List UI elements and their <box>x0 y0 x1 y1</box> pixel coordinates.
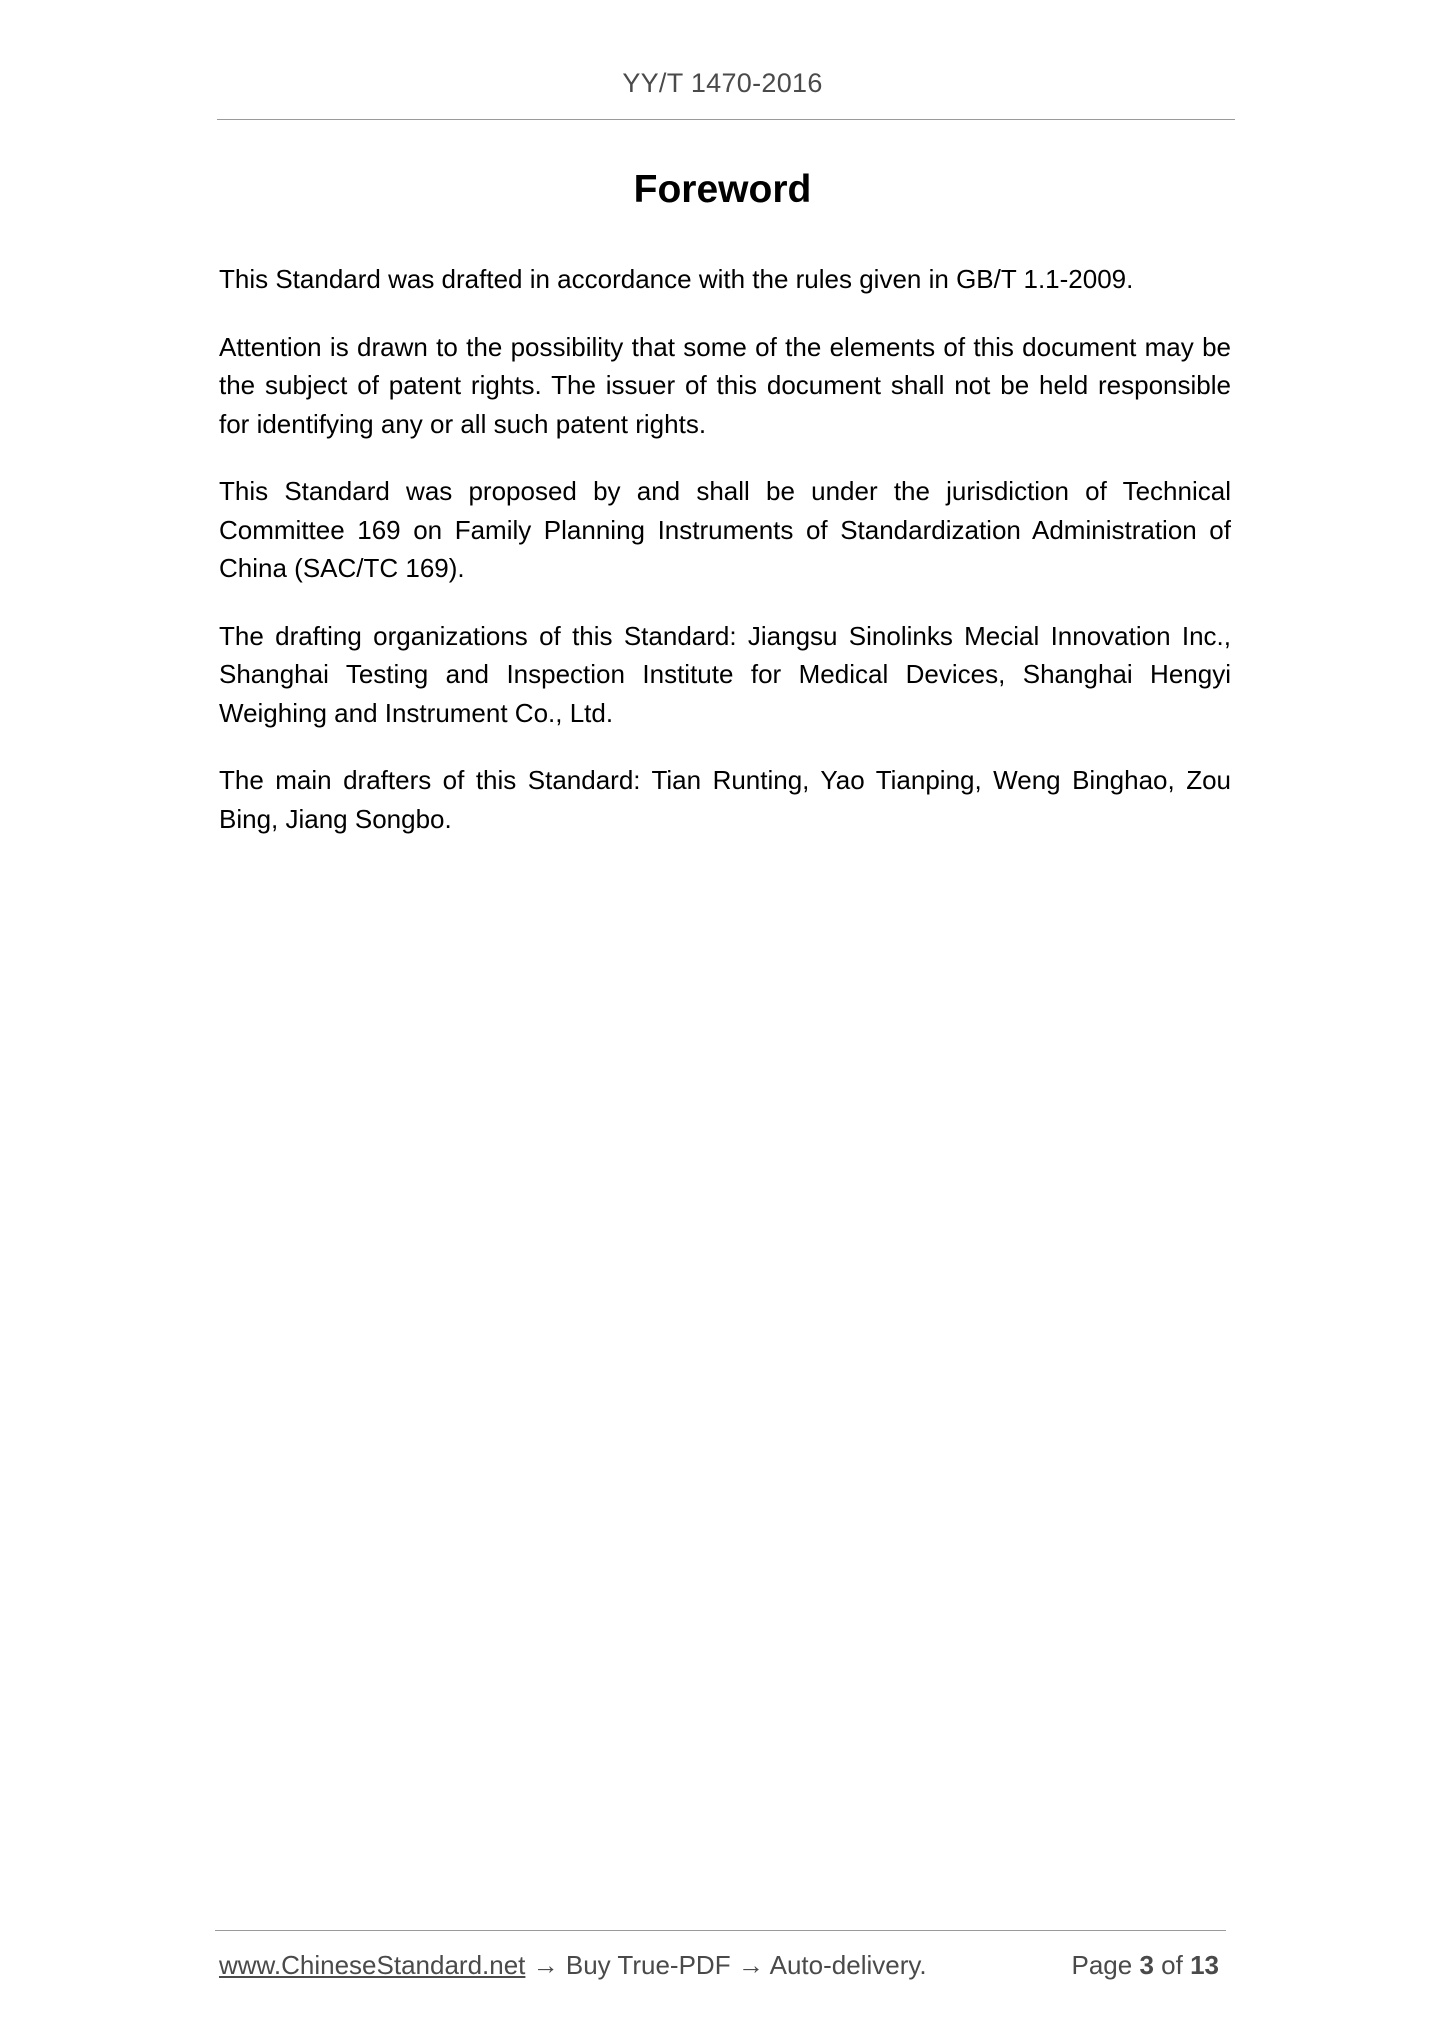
page-title: Foreword <box>633 168 812 211</box>
page-header-code: YY/T 1470-2016 <box>622 68 823 98</box>
arrow-right-icon: → <box>737 1950 764 1980</box>
page-label: Page <box>1071 1950 1133 1980</box>
header-divider <box>217 119 1235 120</box>
footer-promo <box>219 1950 927 1981</box>
paragraph-patent-notice: Attention is drawn to the possibility that some of the elements of this document may be the subject of patent rights. The issuer of this document shall not be held responsible for identifying any or all such patent rights. <box>219 331 1231 439</box>
footer-divider <box>215 1930 1226 1931</box>
of-label: of <box>1161 1950 1183 1980</box>
current-page-number: 3 <box>1139 1950 1154 1980</box>
buy-true-pdf-text: Buy True-PDF <box>565 1950 731 1980</box>
document-body <box>219 260 1231 867</box>
paragraph-main-drafters: The main drafters of this Standard: Tian Runting, Yao Tianping, Weng Binghao, Zou Bing, Jiang Songbo. <box>219 765 1231 834</box>
website-link[interactable]: www.ChineseStandard.net <box>219 1950 526 1980</box>
total-pages-number: 13 <box>1190 1950 1219 1980</box>
auto-delivery-text: Auto-delivery. <box>769 1950 927 1980</box>
page-indicator <box>1071 1950 1219 1981</box>
paragraph-proposal: This Standard was proposed by and shall be under the jurisdiction of Technical Committee 169 on Family Planning Instruments of Standardization Administration of China (SAC/TC 169). <box>219 476 1231 583</box>
paragraph-drafting-organizations: The drafting organizations of this Standard: Jiangsu Sinolinks Mecial Innovation Inc., Shanghai Testing and Inspection Institute for Medical Devices, Shanghai Hengyi Weighing and Instrument Co., Ltd. <box>219 620 1231 728</box>
paragraph-drafting-rules: This Standard was drafted in accordance with the rules given in GB/T 1.1-2009. <box>219 264 1134 294</box>
page-footer <box>219 1950 1229 1986</box>
arrow-right-icon: → <box>532 1950 559 1980</box>
